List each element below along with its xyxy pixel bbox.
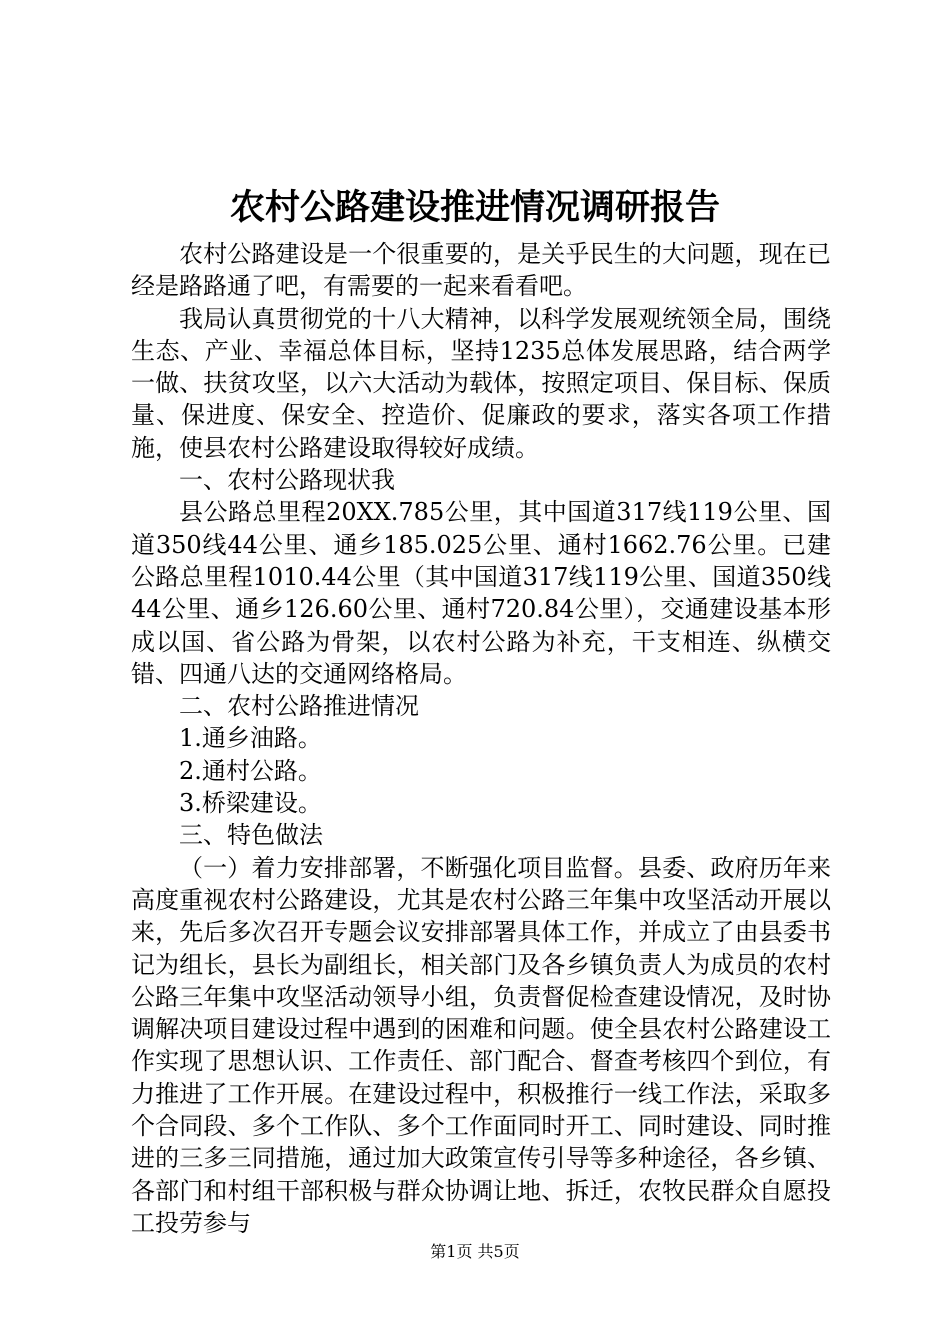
list-item-3: 3.桥梁建设。	[179, 789, 322, 818]
list-item-1: 1.通乡油路。	[179, 724, 322, 753]
page-footer: 第1页 共5页	[430, 1242, 520, 1261]
paragraph-status: 县公路总里程20XX.785公里，其中国道317线119公里、国道350线44公里、通乡185.025公里、通村1662.76公里。已建公路总里程1010.44公里（其中国道317线119公里、国道350线44公里、通乡126.60公里、通村720.84公里），交通建设基本形成以国、省公路为骨架，以农村公路为补充，干支相连、纵横交错、四通八达的交通网络格局。	[131, 498, 831, 688]
section-heading-3: 三、特色做法	[179, 821, 323, 850]
paragraph-intro: 农村公路建设是一个很重要的，是关乎民生的大问题，现在已经是路路通了吧，有需要的一起来看看吧。	[131, 240, 831, 301]
paragraph-practice-1: （一）着力安排部署，不断强化项目监督。县委、政府历年来高度重视农村公路建设，尤其是农村公路三年集中攻坚活动开展以来，先后多次召开专题会议安排部署具体工作，并成立了由县委书记为组长，县长为副组长，相关部门及各乡镇负责人为成员的农村公路三年集中攻坚活动领导小组，负责督促检查建设情况，及时协调解决项目建设过程中遇到的困难和问题。使全县农村公路建设工作实现了思想认识、工作责任、部门配合、督查考核四个到位，有力推进了工作开展。在建设过程中，积极推行一线工作法，采取多个合同段、多个工作队、多个工作面同时开工、同时建设、同时推进的三多三同措施，通过加大政策宣传引导等多种途径，各乡镇、各部门和村组干部积极与群众协调让地、拆迁，农牧民群众自愿投工投劳参与	[131, 853, 831, 1237]
list-item-2: 2.通村公路。	[179, 756, 322, 785]
paragraph-overview: 我局认真贯彻党的十八大精神，以科学发展观统领全局，围绕生态、产业、幸福总体目标，坚持1235总体发展思路，结合两学一做、扶贫攻坚，以六大活动为载体，按照定项目、保目标、保质量、保进度、保安全、控造价、促廉政的要求，落实各项工作措施，使县农村公路建设取得较好成绩。	[131, 304, 831, 462]
document-title: 农村公路建设推进情况调研报告	[229, 187, 720, 228]
document-body	[131, 238, 831, 1239]
section-heading-2: 二、农村公路推进情况	[179, 692, 419, 721]
section-heading-1: 一、农村公路现状我	[179, 466, 395, 495]
